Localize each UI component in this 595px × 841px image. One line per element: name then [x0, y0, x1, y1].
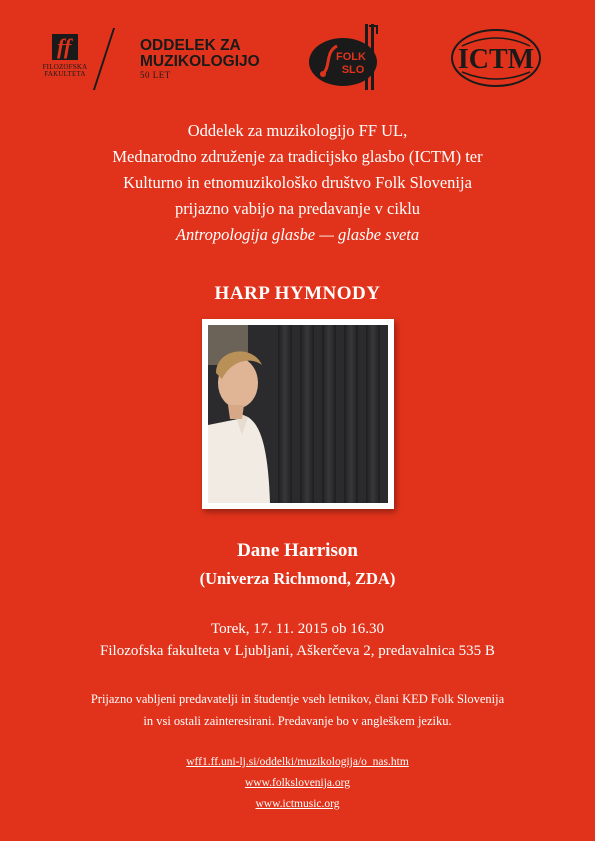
intro-line4: prijazno vabijo na predavanje v ciklu	[174, 199, 421, 218]
intro-line1: Oddelek za muzikologijo FF UL,	[187, 121, 408, 140]
lecture-title: HARP HYMNODY	[214, 283, 381, 304]
department-anniversary: 50 LET	[140, 70, 171, 80]
department-line1: ODDELEK ZA	[140, 37, 241, 54]
folk-logo-text2: SLO	[341, 64, 365, 76]
links-list	[0, 752, 595, 815]
link-ictm[interactable]: www.ictmusic.org	[255, 798, 340, 810]
intro-block	[0, 118, 595, 248]
ff-caption-line2: FAKULTETA	[44, 70, 86, 78]
speaker-name: Dane Harrison	[237, 540, 358, 561]
folk-logo-text1: FOLK	[336, 51, 366, 63]
ictm-logo-text: ICTM	[457, 44, 535, 75]
speaker-photo	[202, 319, 394, 509]
invitation-line1: Prijazno vabljeni predavatelji in študentje vseh letnikov, člani KED Folk Slovenija	[90, 692, 505, 706]
event-venue: Filozofska fakulteta v Ljubljani, Aškerčeva 2, predavalnica 535 B	[100, 643, 495, 659]
intro-line2: Mednarodno združenje za tradicijsko glasbo (ICTM) ter	[112, 147, 483, 166]
ff-caption-line1: FILOZOFSKA	[42, 63, 88, 71]
logo-divider	[93, 28, 115, 90]
speaker-photo-image	[208, 325, 388, 503]
ictm-logo	[448, 26, 544, 90]
invitation-text	[0, 688, 595, 732]
ff-logo-mark	[52, 34, 78, 60]
event-datetime: Torek, 17. 11. 2015 ob 16.30	[211, 621, 384, 637]
link-department[interactable]: wff1.ff.uni-lj.si/oddelki/muzikologija/o_nas.htm	[186, 756, 409, 768]
logo-bar	[0, 22, 595, 102]
ff-logo	[40, 34, 90, 78]
lecture-series: Antropologija glasbe — glasbe sveta	[175, 225, 420, 244]
ff-logo-caption	[40, 64, 90, 78]
speaker-affiliation: (Univerza Richmond, ZDA)	[199, 569, 396, 588]
department-logo	[140, 38, 260, 81]
intro-line3: Kulturno in etnomuzikološko društvo Folk Slovenija	[123, 173, 472, 192]
department-line2: MUZIKOLOGIJO	[140, 53, 260, 70]
ff-logo-glyph: ff	[57, 34, 72, 59]
folk-slovenija-logo	[303, 22, 393, 92]
invitation-line2: in vsi ostali zainteresirani. Predavanje bo v angleškem jeziku.	[143, 714, 452, 728]
link-folk-slovenija[interactable]: www.folkslovenija.org	[244, 777, 351, 789]
